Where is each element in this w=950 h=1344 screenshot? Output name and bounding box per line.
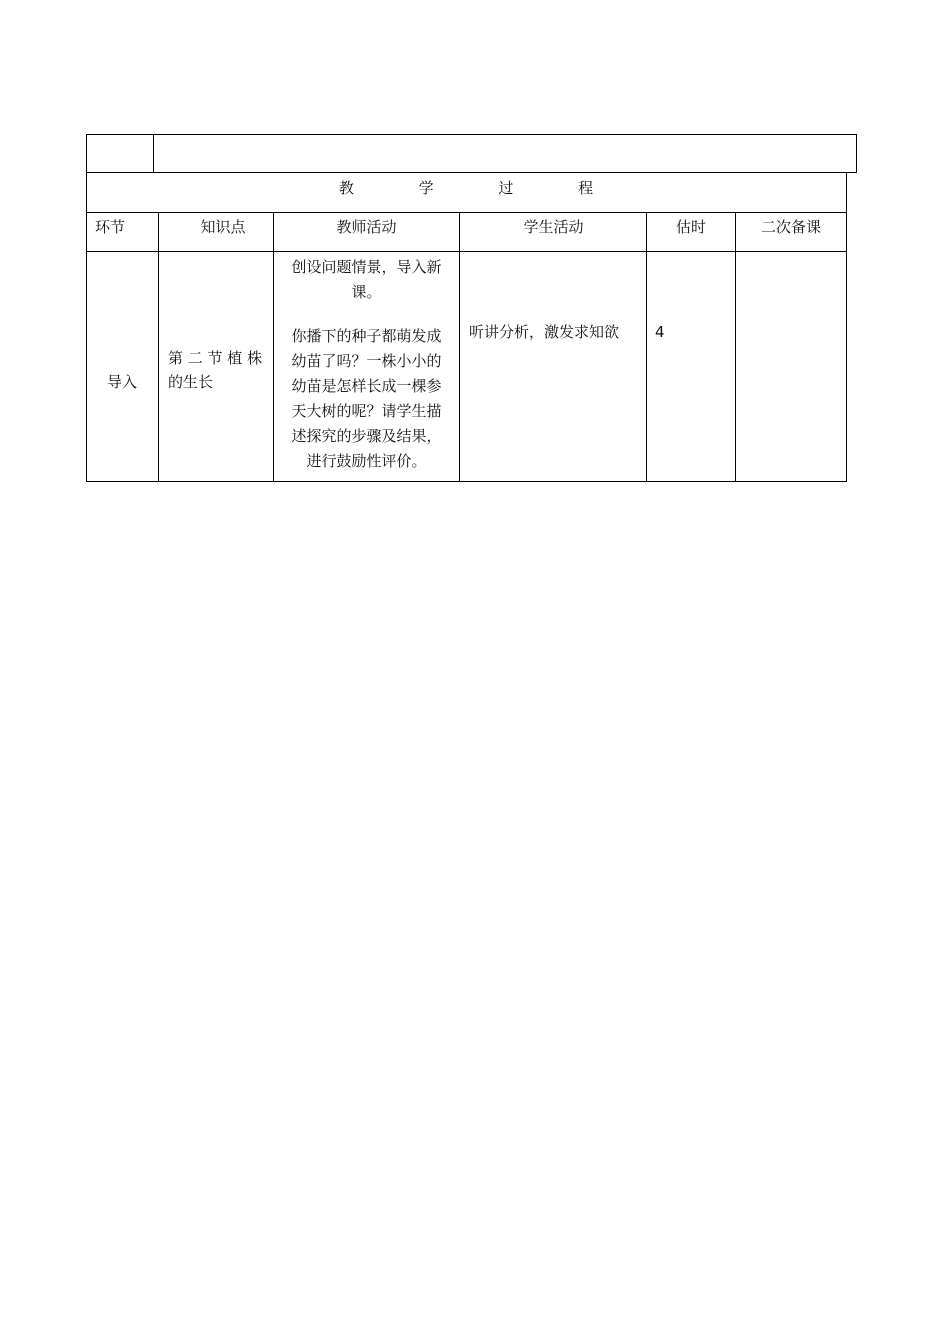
header-knowledge: 知识点 [200, 218, 246, 236]
header-segment: 环节 [95, 218, 126, 236]
header-row-bottom-border [86, 251, 847, 252]
header-student: 学生活动 [523, 218, 584, 236]
teacher-line-6: 天大树的呢？请学生描 [291, 402, 442, 420]
top-row-divider [153, 134, 154, 173]
title-row-bottom-border [86, 212, 847, 213]
top-row-right-border [856, 134, 857, 173]
header-prep: 二次备课 [760, 218, 821, 236]
col-divider-4 [646, 212, 647, 482]
row-time: 4 [655, 323, 665, 341]
teacher-line-7: 述探究的步骤及结果， [291, 427, 442, 445]
col-divider-1 [158, 212, 159, 482]
teacher-line-4: 幼苗了吗？一株小小的 [291, 352, 442, 370]
row-knowledge-line-1: 第 二 节 植 株 [168, 349, 263, 367]
table-bottom-border [86, 481, 847, 482]
row-knowledge-line-2: 的生长 [168, 373, 214, 391]
teacher-line-5: 幼苗是怎样长成一棵参 [291, 377, 442, 395]
header-time: 估时 [675, 218, 706, 236]
teacher-line-8: 进行鼓励性评价。 [306, 452, 427, 470]
table-top-border [86, 134, 857, 135]
row-segment: 导入 [106, 373, 137, 391]
top-row-bottom-border [86, 172, 857, 173]
col-divider-5 [735, 212, 736, 482]
teacher-line-1: 创设问题情景，导入新 [291, 258, 442, 276]
teacher-line-2: 课。 [351, 283, 382, 301]
row-student: 听讲分析，激发求知欲 [469, 323, 620, 341]
process-title: 教 学 过 程 [338, 179, 624, 197]
teacher-line-3: 你播下的种子都萌发成 [291, 327, 442, 345]
header-teacher: 教师活动 [336, 218, 397, 236]
